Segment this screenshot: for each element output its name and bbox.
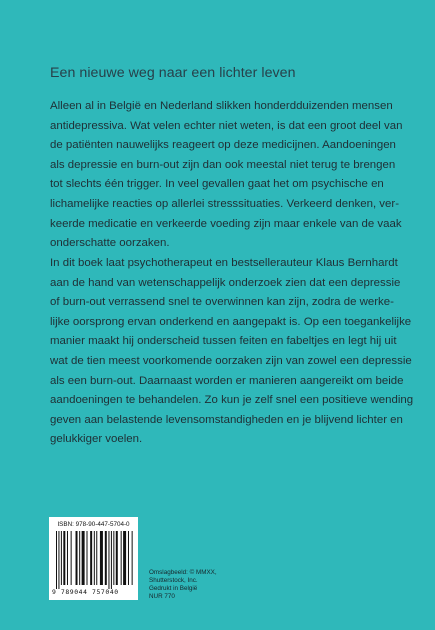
paragraph-line: antidepressiva. Wat velen echter niet weten, is dat een groot deel van xyxy=(50,119,403,132)
back-cover-heading: Een nieuwe weg naar een lichter leven xyxy=(50,65,296,81)
barcode-bar xyxy=(94,531,95,585)
barcode-bar xyxy=(76,531,78,585)
paragraph-line: wat de tien meest voorkomende oorzaken zijn van zowel een depressie xyxy=(50,354,412,367)
barcode-bar xyxy=(113,531,114,585)
barcode-bar xyxy=(67,531,68,585)
barcode-bar xyxy=(128,531,129,585)
paragraph-line: keerde medicatie en verkeerde voeding zijn maar enkele van de vaak xyxy=(50,217,402,230)
barcode-bar xyxy=(87,531,88,585)
barcode-bar xyxy=(132,531,133,585)
paragraph-line: In dit boek laat psychotherapeut en bestsellerauteur Klaus Bernhardt xyxy=(50,257,398,269)
barcode-bar xyxy=(96,531,97,585)
isbn-barcode xyxy=(49,517,138,600)
barcode-digits: 9 789044 757040 xyxy=(52,588,119,596)
paragraph-line: of burn-out verrassend snel te overwinnen kan zijn, zodra de werke- xyxy=(50,296,394,309)
barcode-bar xyxy=(111,531,112,589)
barcode-bar xyxy=(100,531,103,585)
paragraph-line: geven aan belastende levensomstandigheden en je blijvend lichter en xyxy=(50,413,403,426)
paragraph-line: manier maakt hij onderscheid tussen feiten en fabeltjes en legt hij uit xyxy=(50,335,397,348)
paragraph-line: als een burn-out. Daarnaast worden er manieren aangereikt om beide xyxy=(50,374,404,387)
paragraph-line: aan de hand van wetenschappelijk onderzoek zien dat een depressie xyxy=(50,276,401,289)
barcode-bar xyxy=(121,531,122,585)
barcode-bar xyxy=(108,531,109,589)
paragraph-line: als depressie en burn-out zijn dan ook meestal niet terug te brengen xyxy=(50,158,396,171)
barcode-bars xyxy=(55,531,133,589)
credit-line: NUR 770 xyxy=(149,592,175,600)
barcode-bar xyxy=(79,531,80,585)
barcode-bar xyxy=(123,531,126,585)
barcode-bar xyxy=(56,531,57,589)
barcode-bar xyxy=(116,531,118,585)
barcode-bar xyxy=(105,531,107,585)
barcode-bar xyxy=(90,531,92,585)
paragraph-line: lijke oorsprong ervan onderkend en aangepakt is. Op een toegankelijke xyxy=(50,315,412,328)
paragraph-line: aandoeningen te behandelen. Zo kun je zelf snel een positieve wending xyxy=(50,394,414,407)
paragraph-line: tot slechts één trigger. In veel gevallen gaat het om psychische en xyxy=(50,178,384,191)
paragraph-line: Alleen al in België en Nederland slikken honderdduizenden mensen xyxy=(50,100,393,112)
barcode-bar xyxy=(58,531,59,589)
barcode-bar xyxy=(71,531,72,585)
blurb-paragraph-2 xyxy=(50,254,414,450)
barcode-bar xyxy=(82,531,85,585)
cover-credits xyxy=(149,569,229,601)
barcode-bar xyxy=(63,531,65,585)
paragraph-line: onderschatte oorzaken. xyxy=(50,237,170,250)
barcode-bar xyxy=(61,531,62,585)
paragraph-line: gelukkiger voelen. xyxy=(50,433,143,446)
isbn-label: ISBN: 978-90-447-5704-0 xyxy=(57,521,130,528)
blurb-paragraph-1 xyxy=(50,97,403,254)
credit-line: Shutterstock, Inc. xyxy=(149,576,198,584)
credit-line: Omslagbeeld: © MMXX, xyxy=(149,569,217,576)
paragraph-line: lichamelijke reacties op allerlei stresssituaties. Verkeerd denken, ver- xyxy=(50,197,399,210)
credit-line: Gedrukt in België xyxy=(149,584,198,592)
paragraph-line: de patiënten nauwelijks reageert op deze medicijnen. Aandoeningen xyxy=(50,139,396,152)
